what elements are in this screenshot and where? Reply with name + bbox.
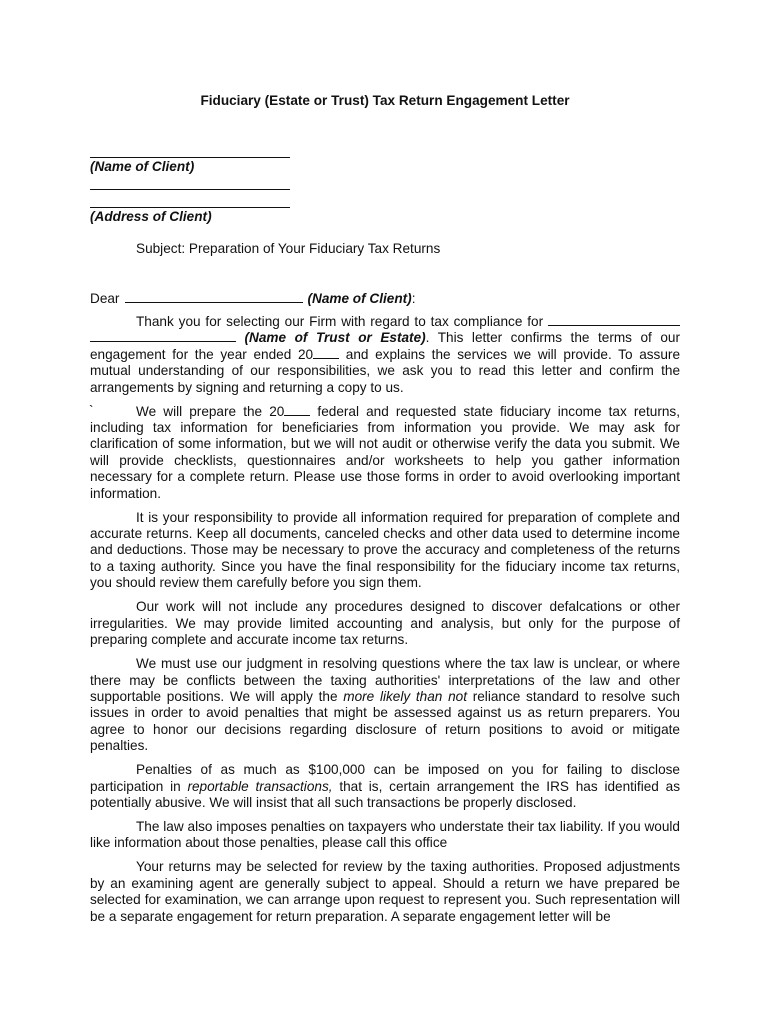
p6-italic: reportable transactions, xyxy=(187,778,333,794)
client-address-blank-2 xyxy=(90,207,290,208)
salutation xyxy=(90,290,415,306)
letter-page xyxy=(90,0,680,1024)
p5-text-a: We must use our judgment in resolving questions where the tax law is unclear, or where there may be conflicts between the taxing authorities' interpretations of the law and other supportable positions. We will apply the xyxy=(90,656,680,704)
client-name-blank xyxy=(90,157,290,158)
salutation-name-blank xyxy=(125,290,303,303)
p5-text-c: reliance standard to resolve such issues in order to avoid penalties that might be assessed against us as return preparers. You agree to honor our decisions regarding disclosure of return positions to avoid or mitigate penalties. xyxy=(90,688,680,754)
p1-text-a: Thank you for selecting our Firm with regard to tax compliance for xyxy=(136,314,544,329)
trust-name-blank-1 xyxy=(548,314,680,326)
p1-text-d: and explains the services we will provide. To assure mutual understanding of our responsibilities, we ask you to read this letter and confirm the arrangements by signing and returning a copy to us. xyxy=(90,346,681,395)
trust-or-estate-label: (Name of Trust or Estate) xyxy=(244,330,426,346)
trust-name-blank-2 xyxy=(90,330,236,342)
salutation-name-label: (Name of Client) xyxy=(307,291,412,306)
paragraph-understate: The law also imposes penalties on taxpayers who understate their tax liability. If you would like information about those penalties, please call this office xyxy=(90,818,680,851)
salutation-suffix: : xyxy=(411,291,416,306)
letter-body xyxy=(90,314,680,933)
stray-backtick: ` xyxy=(89,403,94,418)
document-title: Fiduciary (Estate or Trust) Tax Return Engagement Letter xyxy=(200,93,570,108)
paragraph-responsibility: It is your responsibility to provide all information required for preparation of complete and accurate returns. Keep all documents, canceled checks and other data used to determine income and deductions. Those may be necessary to prove the accuracy and completeness of the returns to a taxing authority. Since you have the final responsibility for the fiduciary income tax returns, you should review them carefully before you sign them. xyxy=(90,509,680,591)
paragraph-judgment xyxy=(90,656,680,754)
paragraph-prepare xyxy=(90,404,680,502)
paragraph-procedures: Our work will not include any procedures designed to discover defalcations or other irregularities. We may provide limited accounting and analysis, but only for the purpose of preparing complete and accurate income tax returns. xyxy=(90,599,680,648)
year-blank-1 xyxy=(313,347,339,359)
year-blank-2 xyxy=(284,404,310,416)
paragraph-review: Your returns may be selected for review by the taxing authorities. Proposed adjustments by an examining agent are generally subject to appeal. Should a return we have prepared be selected for examination, we can arrange upon request to represent you. Such representation will be a separate engagement for return preparation. A separate engagement letter will be xyxy=(90,859,680,924)
paragraph-penalties xyxy=(90,762,680,811)
subject-line: Subject: Preparation of Your Fiduciary Tax Returns xyxy=(136,241,441,256)
paragraph-thank-you xyxy=(90,314,680,396)
p2-text-a: We will prepare the 20 xyxy=(136,403,285,419)
p6-text-a: Penalties of as much as $100,000 can be imposed on you for failing to disclose participation in xyxy=(90,762,680,794)
p2-text-b: federal and requested state fiduciary income tax returns, including tax information for beneficiaries from information you provide. We may ask for clarification of some information, but we will not audit or otherwise verify the data you submit. We will provide checklists, questionnaires and/or worksheets to help you gather information necessary for a complete return. Please use those forms in order to avoid overlooking important information. xyxy=(90,403,680,501)
p1-text-c: . This letter confirms the terms of our engagement for the year ended 20 xyxy=(90,330,680,362)
salutation-prefix: Dear xyxy=(90,291,120,306)
client-address-blank-1 xyxy=(90,189,290,190)
name-of-client-label: (Name of Client) xyxy=(90,159,195,174)
p6-text-c: that is, certain arrangement the IRS has identified as potentially abusive. We will insist that all such transactions be properly disclosed. xyxy=(90,778,680,810)
address-of-client-label: (Address of Client) xyxy=(90,209,212,224)
p5-italic: more likely than not xyxy=(343,688,467,704)
